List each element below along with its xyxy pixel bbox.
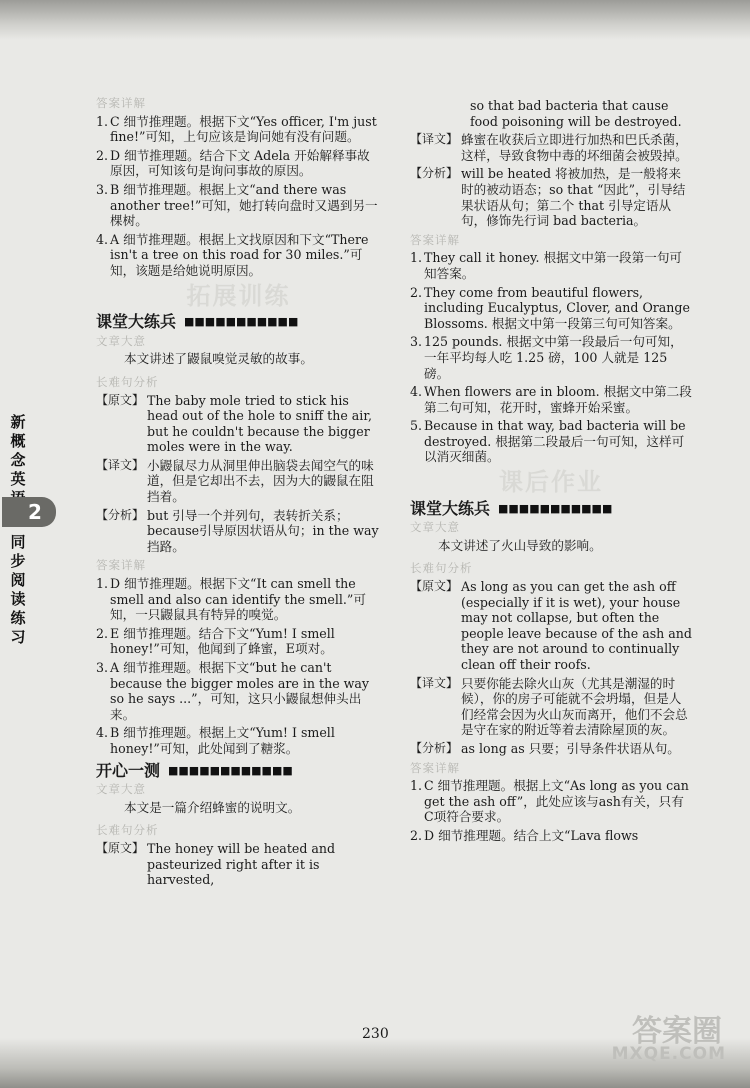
item-number: 1. xyxy=(410,778,423,794)
summary-text: 本文讲述了鼹鼠嗅觉灵敏的故事。 xyxy=(124,351,313,367)
page-number: 230 xyxy=(362,1026,389,1042)
continued-sentence: so that bad bacteria that cause food poisoning will be destroyed. xyxy=(470,98,682,129)
item-text: B 细节推理题。根据上文“Yum! I smell honey!”可知，此处闻到了糖浆。 xyxy=(110,725,335,756)
tag-label: 【译文】 xyxy=(410,132,459,147)
item-text: D 细节推理题。结合下文 Adela 开始解释事故原因，可知该句是询问事故的原因。 xyxy=(110,147,370,179)
sentence-analysis-label: 长难句分析 xyxy=(410,561,473,576)
answers-list xyxy=(96,114,381,279)
item-text: They call it honey. 根据文中第一段第一句可知答案。 xyxy=(424,250,683,281)
list-item xyxy=(96,660,381,722)
side-tab xyxy=(0,413,58,646)
item-number: 3. xyxy=(96,181,109,197)
tag-label: 【分析】 xyxy=(410,740,459,755)
sentence-analysis xyxy=(96,508,381,555)
item-number: 5. xyxy=(410,418,423,434)
section-heading xyxy=(410,498,692,518)
item-text: E 细节推理题。结合下文“Yum! I smell honey!”可知，他闻到了蜂蜜，E项对。 xyxy=(110,625,335,657)
sentence-original xyxy=(96,393,381,455)
sentence-translation xyxy=(410,132,692,163)
answers-list xyxy=(410,778,692,843)
item-number: 1. xyxy=(96,113,109,129)
list-item xyxy=(410,334,692,381)
item-text: C 细节推理题。根据下文“Yes officer, I'm just fine!”可知，上句应该是询问她有没有问题。 xyxy=(110,113,377,145)
tag-text: will be heated 将被加热，是一般将来时的被动语态；so that “因此”，引导结果状语从句；第二个 that 引导定语从句，修饰先行词 bad bacteria。 xyxy=(461,166,686,229)
item-number: 2. xyxy=(410,827,423,843)
left-column xyxy=(96,92,381,891)
list-item xyxy=(410,418,692,465)
heading-squares: ■■■■■■■■■■■ xyxy=(498,501,613,515)
item-text: Because in that way, bad bacteria will be destroyed. 根据第二段最后一句可知，这样可以消灭细菌。 xyxy=(424,418,686,465)
item-text: A 细节推理题。根据上文找原因和下文“There isn't a tree on this road for 30 miles.”可知，该题是给她说明原因。 xyxy=(110,231,369,278)
item-text: C 细节推理题。根据上文“As long as you can get the ash off”，此处应该与ash有关，只有C项符合要求。 xyxy=(424,778,689,825)
tag-text: The baby mole tried to stick his head out of the hole to sniff the air, but he couldn't because the bigger moles were in the way. xyxy=(147,392,372,455)
item-text: When flowers are in bloom. 根据文中第二段第二句可知，花开时，蜜蜂开始采蜜。 xyxy=(424,384,692,415)
tag-label: 【原文】 xyxy=(96,840,145,855)
faded-banner: 拓展训练 xyxy=(186,281,291,310)
tag-label: 【原文】 xyxy=(410,579,459,594)
heading-text: 课堂大练兵 xyxy=(96,312,177,332)
item-number: 2. xyxy=(410,284,423,300)
summary-label: 文章大意 xyxy=(96,333,146,348)
item-text: A 细节推理题。根据下文“but he can't because the bigger moles are in the way so he says ...”，可知，这只小鼹鼠想伸头出来。 xyxy=(110,660,370,722)
tag-text: The honey will be heated and pasteurized right after it is harvested, xyxy=(147,840,336,888)
watermark-url: MXQE.COM xyxy=(611,1044,726,1064)
item-number: 1. xyxy=(96,576,109,592)
item-number: 4. xyxy=(96,725,109,741)
list-item xyxy=(410,778,692,825)
list-item xyxy=(96,232,381,279)
volume-number: 2 xyxy=(28,500,42,524)
section-heading xyxy=(96,760,381,780)
tag-label: 【译文】 xyxy=(410,675,459,690)
answers-label: 答案详解 xyxy=(96,558,146,573)
tag-text: as long as 只要；引导条件状语从句。 xyxy=(461,740,680,756)
summary-label: 文章大意 xyxy=(96,782,146,797)
item-number: 2. xyxy=(96,147,109,163)
list-item xyxy=(410,828,692,844)
side-tab-title: 新概念英 xyxy=(10,413,26,488)
heading-squares: ■■■■■■■■■■■ xyxy=(184,315,299,329)
sentence-original xyxy=(96,841,381,888)
sentence-analysis xyxy=(410,741,692,757)
sentence-translation xyxy=(410,676,692,738)
tag-label: 【分析】 xyxy=(410,166,459,181)
list-item xyxy=(96,114,381,145)
list-item xyxy=(96,576,381,623)
summary-text: 本文讲述了火山导致的影响。 xyxy=(438,537,602,553)
list-item xyxy=(410,285,692,332)
sentence-translation xyxy=(96,458,381,505)
list-item xyxy=(410,384,692,415)
answers-label: 答案详解 xyxy=(96,96,146,110)
item-number: 3. xyxy=(96,660,109,675)
item-text: They come from beautiful flowers, including Eucalyptus, Clover, and Orange Blossoms. 根据文中第一段第三句可知答案。 xyxy=(424,284,690,331)
answers-list xyxy=(96,576,381,757)
sentence-original xyxy=(410,579,692,673)
list-item xyxy=(96,148,381,179)
item-number: 4. xyxy=(410,384,423,400)
sentence-analysis-label: 长难句分析 xyxy=(96,374,159,389)
item-text: D 细节推理题。根据下文“It can smell the smell and also can identify the smell.”可知，一只鼹鼠具有特异的嗅觉。 xyxy=(110,576,366,623)
list-item xyxy=(96,182,381,229)
tag-text: As long as you can get the ash off (especially if it is wet), your house may not collapse, but often the people leave because of the ash and they are not around to continually clean off their roofs. xyxy=(461,579,692,672)
watermark-logo-text: 答案圈 xyxy=(632,1014,722,1049)
item-number: 1. xyxy=(410,250,423,266)
answers-label: 答案详解 xyxy=(410,760,460,775)
heading-squares: ■■■■■■■■■■■■ xyxy=(168,763,293,777)
item-text: D 细节推理题。结合上文“Lava flows xyxy=(424,827,639,843)
tag-text: 蜂蜜在收获后立即进行加热和巴氏杀菌，这样，导致食物中毒的坏细菌会被毁掉。 xyxy=(461,132,688,163)
faded-banner: 课后作业 xyxy=(499,468,603,497)
list-item xyxy=(96,725,381,756)
heading-text: 课堂大练兵 xyxy=(410,498,491,518)
item-number: 3. xyxy=(410,334,423,350)
tag-text: 只要你能去除火山灰（尤其是潮湿的时候），你的房子可能就不会坍塌，但是人们经常会因为火山灰而离开，他们不会总是守在家的附近等着去清除屋顶的灰。 xyxy=(461,675,688,738)
side-tab-subtitle: 同步阅读练习 xyxy=(10,533,26,646)
summary-text: 本文是一篇介绍蜂蜜的说明文。 xyxy=(124,799,301,815)
tag-text: 小鼹鼠尽力从洞里伸出脑袋去闻空气的味道，但是它却出不去，因为大的鼹鼠在阻挡着。 xyxy=(147,457,374,505)
item-number: 4. xyxy=(96,231,109,247)
tag-label: 【分析】 xyxy=(96,507,145,522)
site-watermark xyxy=(592,1006,732,1070)
list-item xyxy=(410,250,692,281)
right-column xyxy=(410,98,692,847)
tag-label: 【译文】 xyxy=(96,457,145,472)
answers-list xyxy=(410,250,692,465)
tag-text: but 引导一个并列句，表转折关系；because引导原因状语从句；in the way 挡路。 xyxy=(147,507,379,554)
item-text: B 细节推理题。根据上文“and there was another tree!”可知，她打转向盘时又遇到另一棵树。 xyxy=(110,181,378,229)
heading-text: 开心一测 xyxy=(96,760,161,780)
sentence-analysis-label: 长难句分析 xyxy=(96,823,159,838)
item-text: 125 pounds. 根据文中第一段最后一句可知，一年平均每人吃 1.25 磅，100 人就是 125磅。 xyxy=(424,334,683,381)
list-item xyxy=(96,626,381,657)
tag-label: 【原文】 xyxy=(96,392,145,407)
summary-label: 文章大意 xyxy=(410,520,460,535)
sentence-analysis xyxy=(410,166,692,228)
item-number: 2. xyxy=(96,625,109,641)
answers-label: 答案详解 xyxy=(410,232,460,247)
volume-badge xyxy=(2,497,56,527)
section-heading xyxy=(96,314,381,330)
